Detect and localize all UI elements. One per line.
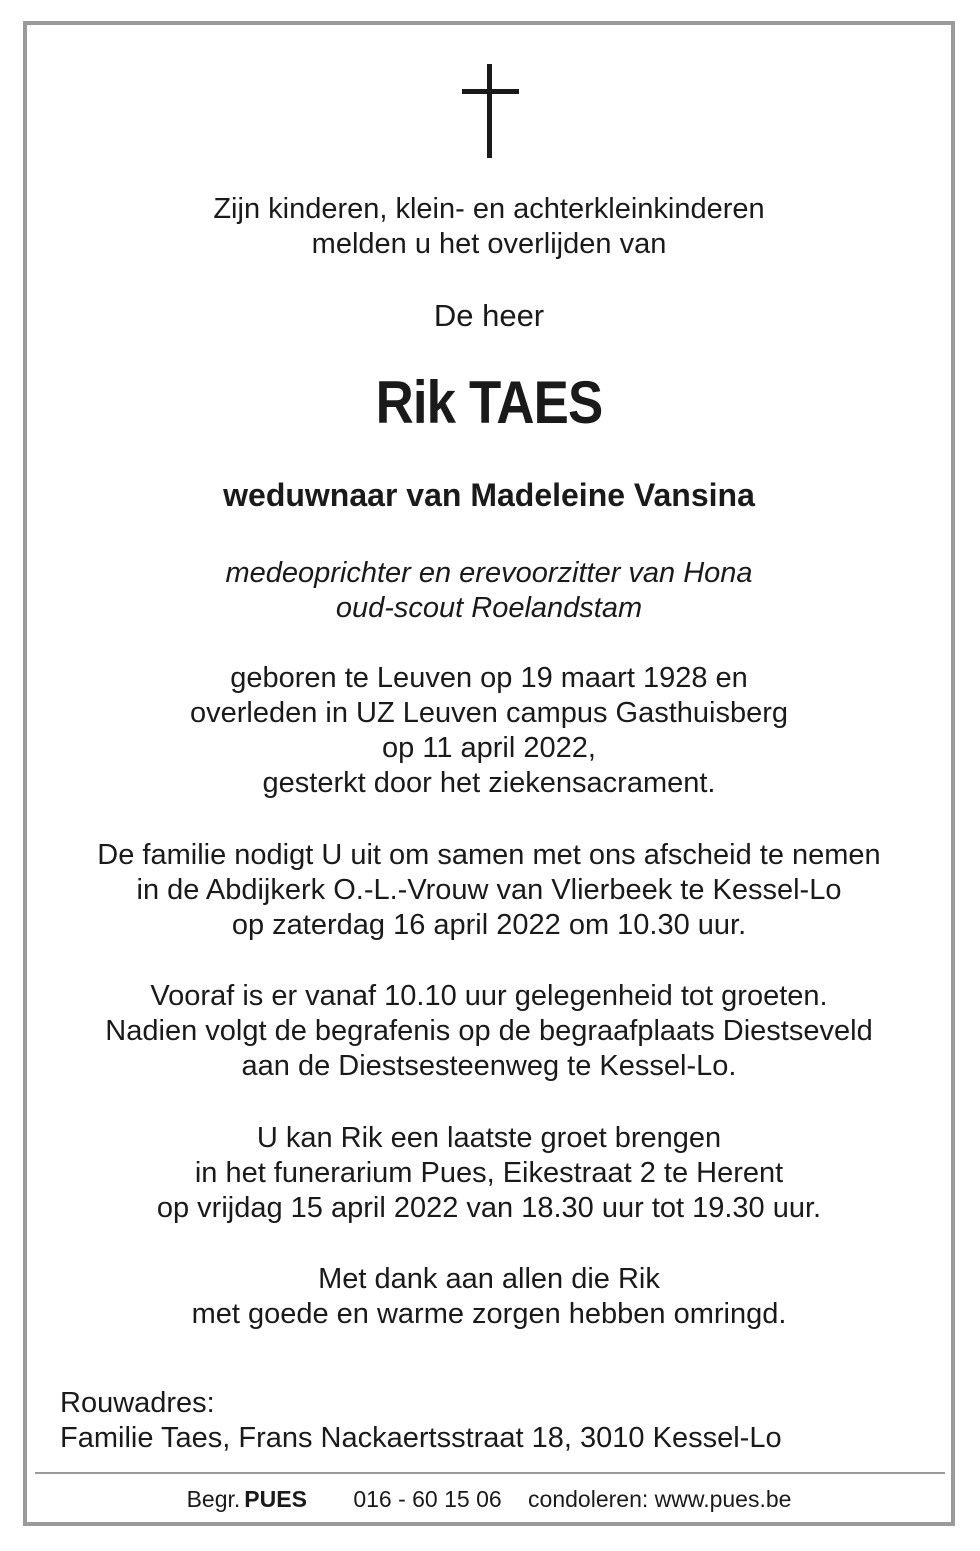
burial-paragraph (27, 979, 951, 1084)
title-prefix: De heer (433, 298, 545, 333)
deceased-name: Rik TAES (375, 369, 603, 436)
latin-cross-icon (0, 64, 980, 158)
mourning-address (60, 1386, 782, 1456)
undertaker-phone: 016 - 60 15 06 (353, 1486, 502, 1512)
paragraph-line: aan de Diestsesteenweg te Kessel-Lo. (241, 1050, 737, 1082)
paragraph-line: op 11 april 2022, (382, 732, 596, 764)
paragraph-line: met goede en warme zorgen hebben omringd. (191, 1298, 787, 1330)
paragraph-line: op vrijdag 15 april 2022 van 18.30 uur tot 19.30 uur. (156, 1192, 822, 1224)
role-line: oud-scout Roelandstam (335, 592, 643, 624)
paragraph-line: op zaterdag 16 april 2022 om 10.30 uur. (231, 909, 747, 941)
paragraph-line: Met dank aan allen die Rik (318, 1263, 660, 1295)
intro-text (27, 192, 951, 262)
intro-line: Zijn kinderen, klein- en achterkleinkinderen (213, 193, 765, 225)
footer (27, 1484, 951, 1514)
paragraph-line: geboren te Leuven op 19 maart 1928 en (230, 662, 748, 694)
farewell-paragraph (27, 838, 951, 943)
undertaker-prefix: Begr. (186, 1486, 241, 1512)
paragraph-line: Nadien volgt de begrafenis op de begraafplaats Diestseveld (105, 1015, 873, 1047)
paragraph-line: gesterkt door het ziekensacrament. (262, 767, 716, 799)
condolence-link[interactable]: condoleren: www.pues.be (528, 1486, 792, 1512)
visitation-paragraph (27, 1121, 951, 1226)
paragraph-line: Vooraf is er vanaf 10.10 uur gelegenheid tot groeten. (150, 980, 828, 1012)
widower-line: weduwnaar van Madeleine Vansina (223, 477, 755, 513)
footer-divider (35, 1472, 945, 1474)
birth-death-paragraph (27, 661, 951, 801)
roles-text (27, 556, 951, 626)
paragraph-line: in de Abdijkerk O.-L.-Vrouw van Vlierbeek te Kessel-Lo (136, 874, 842, 906)
paragraph-line: De familie nodigt U uit om samen met ons afscheid te nemen (97, 839, 881, 871)
address-value: Familie Taes, Frans Nackaertsstraat 18, 3010 Kessel-Lo (60, 1422, 782, 1454)
intro-line: melden u het overlijden van (311, 228, 667, 260)
paragraph-line: U kan Rik een laatste groet brengen (256, 1122, 722, 1154)
undertaker-name: PUES (244, 1486, 307, 1512)
role-line: medeoprichter en erevoorzitter van Hona (225, 557, 753, 589)
address-label: Rouwadres: (60, 1387, 215, 1419)
paragraph-line: in het funerarium Pues, Eikestraat 2 te Herent (194, 1157, 784, 1189)
thanks-paragraph (27, 1262, 951, 1332)
paragraph-line: overleden in UZ Leuven campus Gasthuisberg (189, 697, 789, 729)
